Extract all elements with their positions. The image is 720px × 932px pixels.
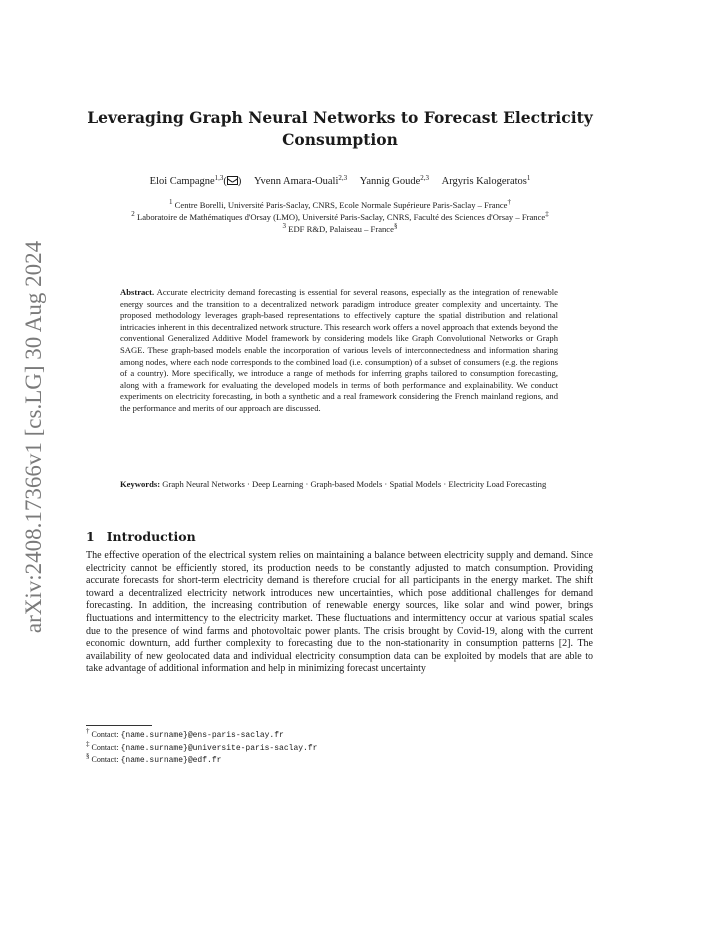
author: Argyris Kalogeratos$^1$ [441, 174, 531, 187]
author-list [80, 176, 600, 187]
affiliation: $^2$ Laboratoire de Mathématiques d'Orsay (LMO), Université Paris-Saclay, CNRS, Faculté des Sciences d'Orsay – France‡ [131, 210, 549, 222]
author: Yannig Goude$^{2,3}$ [359, 174, 430, 187]
footnote-rule [86, 725, 152, 726]
intro-paragraph: The effective operation of the electrical system relies on maintaining a balance between electricity supply and demand. Since electricity cannot be efficiently stored, its production needs to be constantly adjusted to match consumption. Providing accurate forecasts for short-term electricity demand is therefore crucial for all participants in the energy market. The shift toward a decentralized electricity network introduces new uncertainties, which pose additional challenges for demand forecasting. In addition, the increasing contribution of renewable energy sources, like solar and wind power, brings fluctuations and intermittency to the electricity market. These fluctuations and intermittency occur at various spatial scales due to the presence of wind farms and photovoltaic power plants. The crisis brought by Covid-19, along with the current economic downturn, add further complexity to forecasting due to the non-stationarity in consumption patterns [2]. The availability of new geolocated data and individual electricity consumption data can be exploited by models that are able to take advantage of additional information and help in minimizing forecast uncertainty [86, 550, 593, 675]
affiliation: $^1$ Centre Borelli, Université Paris-Saclay, CNRS, Ecole Normale Supérieure Paris-Saclay – France† [169, 198, 511, 210]
abstract [120, 287, 558, 415]
title-line-2: Consumption [282, 130, 398, 149]
author: Yvenn Amara-Ouali$^{2,3}$ [254, 174, 348, 187]
affiliation: $^3$ EDF R&D, Palaiseau – France§ [282, 222, 398, 234]
affiliations [80, 199, 600, 235]
paper-title [80, 107, 600, 151]
envelope-icon [227, 176, 238, 185]
keywords [120, 479, 558, 491]
arxiv-stamp [12, 240, 56, 634]
footnote: † Contact: {name.surname}@ens-paris-saclay.fr [86, 727, 284, 740]
title-line-1: Leveraging Graph Neural Networks to Forecast Electricity [87, 108, 593, 127]
abstract-label: Abstract. [120, 287, 155, 297]
abstract-text: Accurate electricity demand forecasting is essential for several reasons, especially as the integration of renewable energy sources and the transition to a decentralized network paradigm introduce greater complexity and uncertainty. The proposed methodology leverages graph-based representations to effectively capture the spatial distribution and relational intricacies inherent in this decentralized network structure. This research work offers a novel approach that extends beyond the conventional Generalized Additive Model framework by considering models like Graph Convolutional Networks or Graph SAGE. These graph-based models enable the incorporation of various levels of interconnectedness and information sharing among nodes, where each node corresponds to the combined load (i.e. consumption) of a subset of consumers (e.g. the regions of a country). More specifically, we introduce a range of methods for inferring graphs tailored to consumption forecasting, along with a framework for evaluating the developed models in terms of both performance and explainability. We conduct experiments on electricity forecasting, in both a synthetic and a real framework considering the French mainland regions, and the performance and merits of our approach are discussed. [120, 287, 558, 413]
keywords-text: Graph Neural Networks · Deep Learning · Graph-based Models · Spatial Models · Electricity Load Forecasting [162, 479, 547, 489]
footnote: ‡ Contact: {name.surname}@universite-paris-saclay.fr [86, 739, 318, 753]
author: Eloi Campagne$^{1,3}$( ) [149, 174, 242, 187]
footnote: § Contact: {name.surname}@edf.fr [86, 752, 222, 765]
section-number: 1 [86, 529, 95, 544]
contact-email: {name.surname}@edf.fr [120, 756, 222, 765]
contact-email: {name.surname}@ens-paris-saclay.fr [120, 731, 284, 740]
footnotes [86, 729, 317, 767]
keywords-label: Keywords: [120, 479, 161, 489]
section-heading [86, 529, 196, 544]
arxiv-id-text: arXiv:2408.17366v1 [cs.LG] 30 Aug 2024 [21, 240, 46, 634]
contact-email: {name.surname}@universite-paris-saclay.fr [120, 743, 318, 753]
section-title: Introduction [106, 529, 196, 544]
